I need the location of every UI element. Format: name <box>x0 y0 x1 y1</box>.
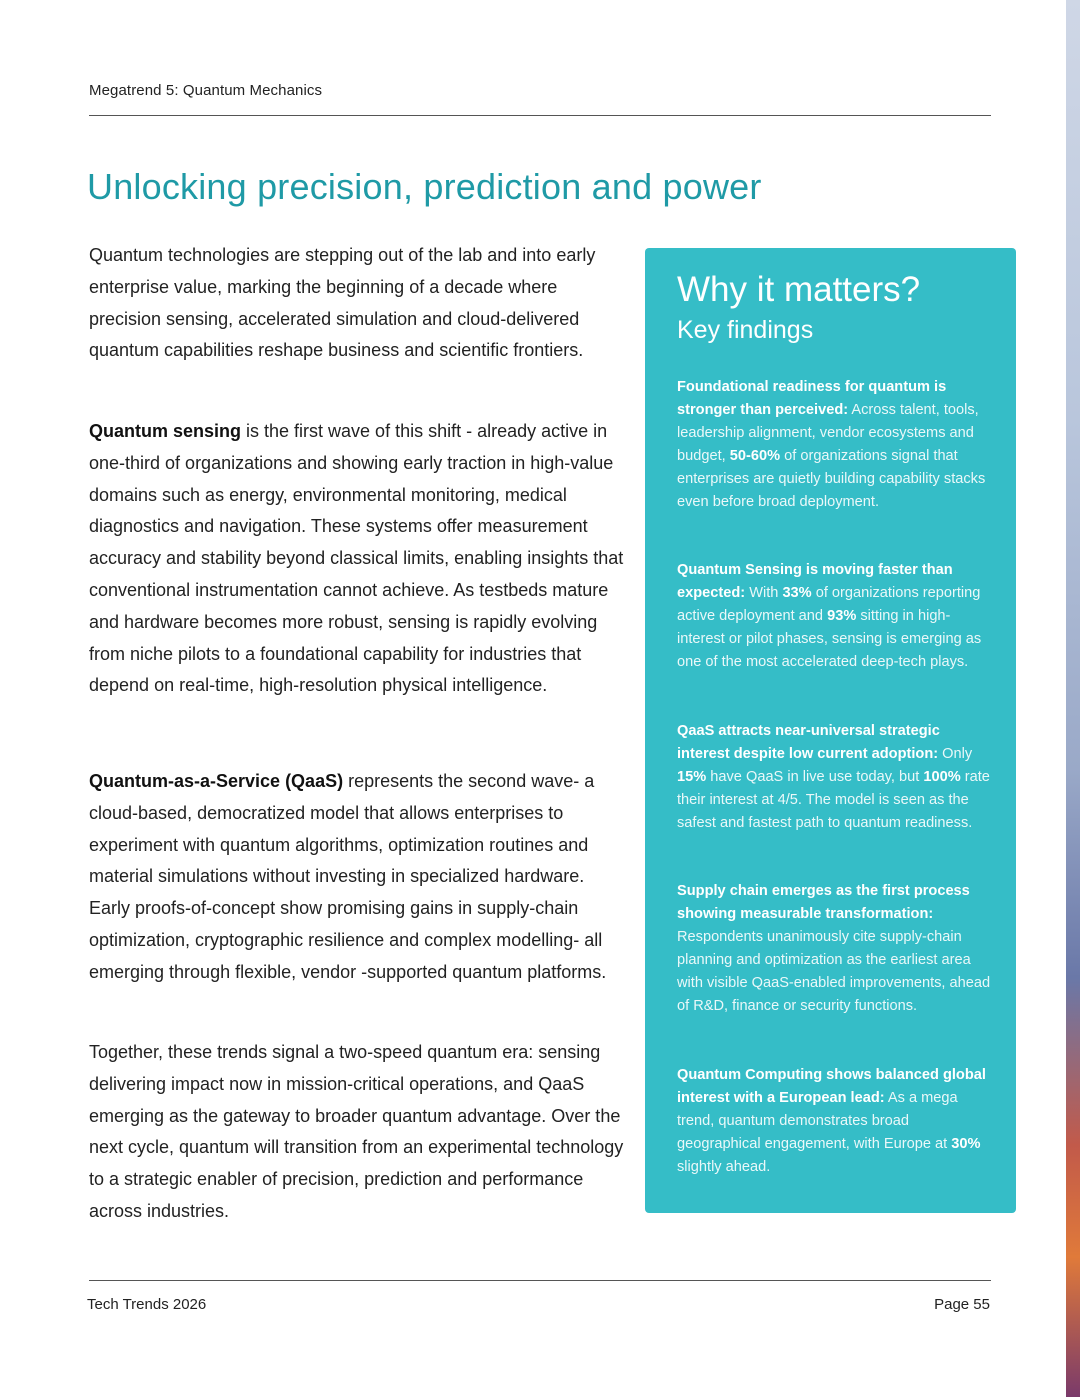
intro-text: Quantum technologies are stepping out of the lab and into early enterprise value, marking the beginning of a decade where precision sensing, accelerated simulation and cloud-delivered quantum capabilities reshape business and scientific frontiers. <box>89 245 596 361</box>
page-title: Unlocking precision, prediction and power <box>87 166 762 207</box>
finding-supply-chain <box>677 880 993 1018</box>
finding-lead: Quantum Computing shows balanced global interest with a European lead: <box>677 1067 986 1106</box>
intro-paragraph <box>89 240 629 367</box>
finding-stat: 100% <box>923 769 961 785</box>
finding-text: Only <box>938 746 973 762</box>
finding-text: Respondents unanimously cite supply-chain planning and optimization as the earliest area with visible QaaS-enabled improvements, ahead of R&D, finance or security functions. <box>677 929 991 1014</box>
qaas-lead: Quantum-as-a-Service (QaaS) <box>89 771 344 791</box>
finding-lead: Supply chain emerges as the first process showing measurable transformation: <box>677 883 970 922</box>
sensing-text: is the first wave of this shift - already active in one-third of organizations and showing early traction in high-value domains such as energy, environmental monitoring, medical diagnostics and navigation. These systems offer measurement accuracy and stability beyond classical limits, enabling insights that conventional instrumentation cannot achieve. As testbeds mature and hardware becomes more robust, sensing is rapidly evolving from niche pilots to a foundational capability for industries that depend on real-time, high-resolution physical intelligence. <box>89 421 624 696</box>
page-edge-decoration <box>1066 0 1080 1397</box>
finding-stat: 15% <box>677 769 707 785</box>
finding-text: As a mega trend, quantum demonstrates broad geographical engagement, with Europe at <box>677 1090 958 1152</box>
conclusion-paragraph <box>89 1037 629 1228</box>
finding-text: of organizations reporting active deployment and <box>677 585 981 624</box>
finding-stat: 33% <box>782 585 812 601</box>
qaas-paragraph <box>89 766 629 989</box>
finding-readiness <box>677 376 993 514</box>
finding-lead: Quantum Sensing is moving faster than expected: <box>677 562 953 601</box>
sensing-paragraph <box>89 416 629 702</box>
header-divider <box>89 115 991 116</box>
finding-stat: 30% <box>951 1136 981 1152</box>
finding-text: sitting in high-interest or pilot phases, sensing is emerging as one of the most accelerated deep-tech plays. <box>677 608 982 670</box>
finding-computing <box>677 1064 993 1179</box>
finding-text: have QaaS in live use today, but <box>706 769 924 785</box>
finding-stat: 93% <box>827 608 857 624</box>
qaas-text: represents the second wave- a cloud-based, democratized model that allows enterprises to experiment with quantum algorithms, optimization routines and material simulations without investing in specialized hardware. Early proofs-of-concept show promising gains in supply-chain optimization, cryptographic resilience and complex modelling- all emerging through flexible, vendor -supported quantum platforms. <box>89 771 607 982</box>
footer-publication: Tech Trends 2026 <box>87 1296 207 1313</box>
finding-text: of organizations signal that enterprises are quietly building capability stacks even before broad deployment. <box>677 448 986 510</box>
finding-text: With <box>745 585 783 601</box>
finding-sensing <box>677 559 993 674</box>
footer-divider <box>89 1280 991 1281</box>
finding-text: Across talent, tools, leadership alignment, vendor ecosystems and budget, <box>677 402 979 464</box>
card-title: Why it matters? <box>677 270 921 309</box>
finding-qaas <box>677 720 993 835</box>
page-number: Page 55 <box>934 1296 990 1313</box>
finding-lead: Foundational readiness for quantum is stronger than perceived: <box>677 379 947 418</box>
key-findings-card <box>645 248 1016 1213</box>
section-header: Megatrend 5: Quantum Mechanics <box>89 82 323 99</box>
finding-lead: QaaS attracts near-universal strategic interest despite low current adoption: <box>677 723 940 762</box>
card-subtitle: Key findings <box>677 316 814 344</box>
finding-text: slightly ahead. <box>677 1159 771 1175</box>
conclusion-text: Together, these trends signal a two-speed quantum era: sensing delivering impact now in mission-critical operations, and QaaS emerging as the gateway to broader quantum advantage. Over the next cycle, quantum will transition from an experimental technology to a strategic enabler of precision, prediction and performance across industries. <box>89 1042 624 1221</box>
sensing-lead: Quantum sensing <box>89 421 242 441</box>
finding-stat: 50-60% <box>729 448 781 464</box>
finding-text: rate their interest at 4/5. The model is seen as the safest and fastest path to quantum readiness. <box>677 769 990 831</box>
